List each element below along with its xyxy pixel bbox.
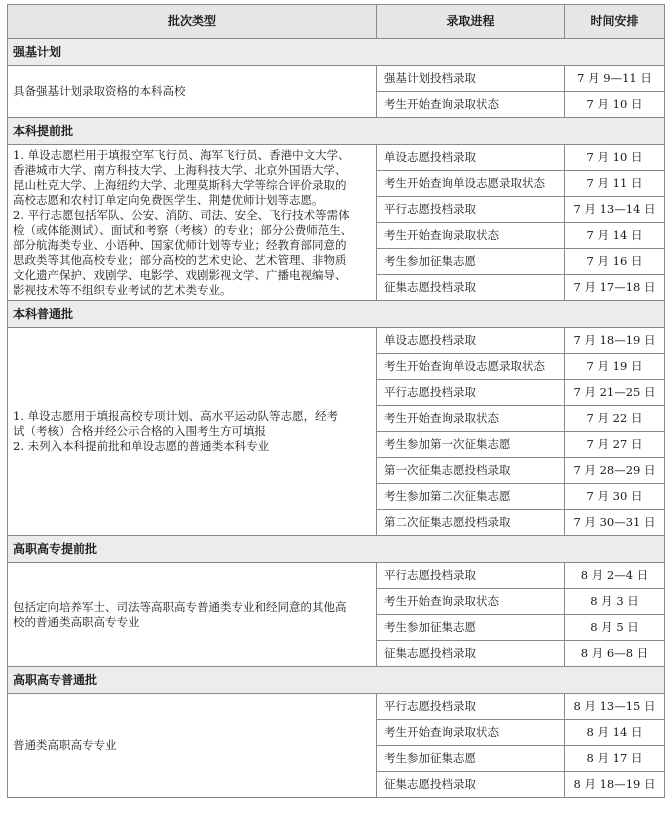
description-line: 具备强基计划录取资格的本科高校 bbox=[13, 84, 186, 98]
progress-cell: 单设志愿投档录取 bbox=[377, 145, 565, 171]
progress-cell: 考生参加征集志愿 bbox=[377, 615, 565, 641]
progress-cell: 考生开始查询录取状态 bbox=[377, 589, 565, 615]
section-description bbox=[8, 66, 377, 118]
description-line: 文化遗产保护、戏剧学、电影学、戏剧影视文学、广播电视编导、 bbox=[13, 267, 347, 282]
progress-cell: 征集志愿投档录取 bbox=[377, 275, 565, 301]
time-cell: 7 月 22 日 bbox=[565, 406, 665, 432]
table-row bbox=[8, 328, 665, 354]
time-cell: 8 月 6—8 日 bbox=[565, 641, 665, 667]
section-title-vocational-early: 高职高专提前批 bbox=[8, 536, 665, 563]
progress-cell: 考生参加征集志愿 bbox=[377, 746, 565, 772]
admission-schedule-table bbox=[7, 4, 665, 798]
section-title-undergrad-regular: 本科普通批 bbox=[8, 301, 665, 328]
section-description bbox=[8, 145, 377, 301]
time-cell: 8 月 14 日 bbox=[565, 720, 665, 746]
progress-cell: 征集志愿投档录取 bbox=[377, 641, 565, 667]
progress-cell: 第二次征集志愿投档录取 bbox=[377, 510, 565, 536]
section-description bbox=[8, 328, 377, 536]
section-title-row bbox=[8, 667, 665, 694]
time-cell: 8 月 13—15 日 bbox=[565, 694, 665, 720]
time-cell: 8 月 3 日 bbox=[565, 589, 665, 615]
progress-cell: 考生参加第二次征集志愿 bbox=[377, 484, 565, 510]
section-title-undergrad-early: 本科提前批 bbox=[8, 118, 665, 145]
progress-cell: 考生开始查询录取状态 bbox=[377, 92, 565, 118]
time-cell: 7 月 16 日 bbox=[565, 249, 665, 275]
table-row bbox=[8, 66, 665, 92]
header-row bbox=[8, 5, 665, 39]
table-row bbox=[8, 563, 665, 589]
section-description bbox=[8, 563, 377, 667]
time-cell: 8 月 18—19 日 bbox=[565, 772, 665, 798]
description-line: 检（或体能测试）、面试和考察（考核）的专业；部分公费师范生、 bbox=[13, 222, 353, 237]
time-cell: 7 月 28—29 日 bbox=[565, 458, 665, 484]
time-cell: 7 月 27 日 bbox=[565, 432, 665, 458]
description-line: 昆山杜克大学、上海纽约大学、北理莫斯科大学等综合评价录取的 bbox=[13, 177, 347, 192]
progress-cell: 平行志愿投档录取 bbox=[377, 197, 565, 223]
progress-cell: 考生参加第一次征集志愿 bbox=[377, 432, 565, 458]
table-body bbox=[8, 39, 665, 798]
description-line: 香港城市大学、南方科技大学、上海科技大学、北京外国语大学、 bbox=[13, 162, 347, 177]
progress-cell: 平行志愿投档录取 bbox=[377, 380, 565, 406]
description-line: 包括定向培养军士、司法等高职高专普通类专业和经同意的其他高 bbox=[13, 599, 347, 614]
description-line: 部分航海类专业、小语种、国家优师计划等专业；经教育部同意的 bbox=[13, 237, 347, 252]
progress-cell: 考生开始查询单设志愿录取状态 bbox=[377, 171, 565, 197]
progress-cell: 平行志愿投档录取 bbox=[377, 563, 565, 589]
section-title-vocational-regular: 高职高专普通批 bbox=[8, 667, 665, 694]
time-cell: 8 月 2—4 日 bbox=[565, 563, 665, 589]
progress-cell: 平行志愿投档录取 bbox=[377, 694, 565, 720]
description-line: 1. 单设志愿栏用于填报空军飞行员、海军飞行员、香港中文大学、 bbox=[13, 147, 350, 162]
description-line: 校的普通类高职高专专业 bbox=[13, 614, 140, 629]
time-cell: 7 月 18—19 日 bbox=[565, 328, 665, 354]
header-time: 时间安排 bbox=[565, 5, 665, 39]
section-title-row bbox=[8, 118, 665, 145]
progress-cell: 考生开始查询录取状态 bbox=[377, 406, 565, 432]
description-line: 影视技术等不组织专业考试的艺术类专业。 bbox=[13, 282, 232, 297]
time-cell: 8 月 5 日 bbox=[565, 615, 665, 641]
time-cell: 7 月 11 日 bbox=[565, 171, 665, 197]
description-line: 高校志愿和农村订单定向免费医学生、荆楚优师计划等志愿。 bbox=[13, 192, 324, 207]
time-cell: 7 月 17—18 日 bbox=[565, 275, 665, 301]
progress-cell: 考生开始查询单设志愿录取状态 bbox=[377, 354, 565, 380]
time-cell: 7 月 10 日 bbox=[565, 92, 665, 118]
table-row bbox=[8, 145, 665, 171]
description-line: 试（考核）合格并经公示合格的入围考生方可填报 bbox=[13, 424, 266, 438]
description-line: 思政类等其他高校专业；部分高校的艺术史论、艺术管理、非物质 bbox=[13, 252, 347, 267]
time-cell: 7 月 30—31 日 bbox=[565, 510, 665, 536]
progress-cell: 考生开始查询录取状态 bbox=[377, 223, 565, 249]
header-progress: 录取进程 bbox=[377, 5, 565, 39]
progress-cell: 考生开始查询录取状态 bbox=[377, 720, 565, 746]
time-cell: 7 月 30 日 bbox=[565, 484, 665, 510]
time-cell: 7 月 19 日 bbox=[565, 354, 665, 380]
section-title-row bbox=[8, 536, 665, 563]
header-type: 批次类型 bbox=[8, 5, 377, 39]
section-title-row bbox=[8, 301, 665, 328]
description-line: 2. 平行志愿包括军队、公安、消防、司法、安全、飞行技术等需体 bbox=[13, 207, 350, 222]
section-title-row bbox=[8, 39, 665, 66]
description-line: 普通类高职高专专业 bbox=[13, 738, 117, 752]
section-title-strong-base: 强基计划 bbox=[8, 39, 665, 66]
progress-cell: 单设志愿投档录取 bbox=[377, 328, 565, 354]
time-cell: 7 月 13—14 日 bbox=[565, 197, 665, 223]
progress-cell: 征集志愿投档录取 bbox=[377, 772, 565, 798]
time-cell: 7 月 14 日 bbox=[565, 223, 665, 249]
time-cell: 7 月 10 日 bbox=[565, 145, 665, 171]
table-row bbox=[8, 694, 665, 720]
time-cell: 8 月 17 日 bbox=[565, 746, 665, 772]
time-cell: 7 月 21—25 日 bbox=[565, 380, 665, 406]
progress-cell: 强基计划投档录取 bbox=[377, 66, 565, 92]
progress-cell: 考生参加征集志愿 bbox=[377, 249, 565, 275]
time-cell: 7 月 9—11 日 bbox=[565, 66, 665, 92]
description-line: 2. 未列入本科提前批和单设志愿的普通类本科专业 bbox=[13, 439, 270, 453]
section-description bbox=[8, 694, 377, 798]
description-line: 1. 单设志愿用于填报高校专项计划、高水平运动队等志愿，经考 bbox=[13, 409, 339, 423]
progress-cell: 第一次征集志愿投档录取 bbox=[377, 458, 565, 484]
